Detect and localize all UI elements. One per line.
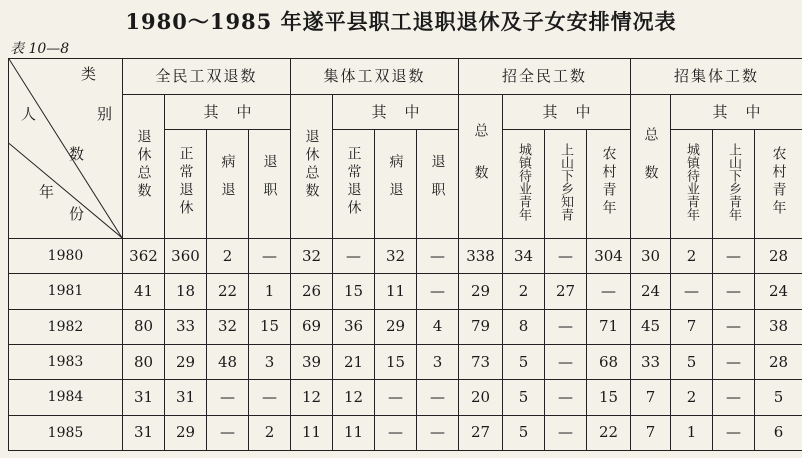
col-header-shangshan-4: 上山下乡青年: [713, 129, 755, 238]
qizhong-header-4: 其中: [671, 95, 802, 129]
data-cell: —: [713, 274, 755, 309]
data-cell: 31: [123, 415, 165, 450]
data-cell: 338: [459, 238, 503, 273]
col-header-bingtui-1: 病退: [207, 129, 249, 238]
data-cell: 32: [375, 238, 417, 273]
data-cell: 33: [165, 309, 207, 344]
data-cell: 5: [503, 415, 545, 450]
data-cell: 2: [249, 415, 291, 450]
data-cell: —: [545, 309, 587, 344]
data-cell: 36: [333, 309, 375, 344]
table-body: [9, 238, 802, 450]
data-cell: 3: [249, 344, 291, 379]
table-row: [9, 274, 802, 309]
col-header-zongshu-3: 总数: [459, 95, 503, 238]
data-cell: —: [333, 238, 375, 273]
data-cell: 12: [291, 380, 333, 415]
year-cell: 1982: [9, 309, 123, 344]
data-cell: 8: [503, 309, 545, 344]
data-cell: —: [375, 380, 417, 415]
col-header-tuizhi-1: 退职: [249, 129, 291, 238]
data-cell: 73: [459, 344, 503, 379]
data-cell: 1: [249, 274, 291, 309]
data-cell: 32: [207, 309, 249, 344]
data-cell: 29: [375, 309, 417, 344]
data-cell: 80: [123, 344, 165, 379]
col-header-zhengchang-tuixiu-2: 正常退休: [333, 129, 375, 238]
qizhong-header-1: 其中: [165, 95, 291, 129]
data-cell: 29: [165, 344, 207, 379]
table-row: [9, 415, 802, 450]
data-cell: 362: [123, 238, 165, 273]
data-cell: 6: [755, 415, 802, 450]
data-cell: 360: [165, 238, 207, 273]
table-number: 表 10—8: [10, 41, 70, 57]
year-cell: 1985: [9, 415, 123, 450]
corner-label-bie: 别: [97, 105, 113, 123]
qizhong-header-2: 其中: [333, 95, 459, 129]
col-header-tuixiu-zongshu-2: 退休总数: [291, 95, 333, 238]
data-cell: —: [417, 238, 459, 273]
col-header-chengzhen-4: 城镇待业青年: [671, 129, 713, 238]
corner-header: [9, 59, 123, 239]
data-cell: 11: [333, 415, 375, 450]
data-cell: 68: [587, 344, 631, 379]
data-cell: 80: [123, 309, 165, 344]
data-cell: 2: [207, 238, 249, 273]
group-header-jiti-tuixiu: 集体工双退数: [291, 59, 459, 95]
data-cell: —: [249, 238, 291, 273]
group-header-zhao-jiti: 招集体工数: [631, 59, 802, 95]
data-cell: 11: [375, 274, 417, 309]
data-cell: —: [671, 274, 713, 309]
data-cell: —: [713, 344, 755, 379]
data-cell: —: [587, 274, 631, 309]
data-cell: 2: [671, 238, 713, 273]
data-cell: 21: [333, 344, 375, 379]
data-cell: —: [545, 415, 587, 450]
data-cell: 5: [503, 380, 545, 415]
data-cell: 15: [587, 380, 631, 415]
data-cell: —: [713, 238, 755, 273]
col-header-nongcun-3: 农村青年: [587, 129, 631, 238]
col-header-tuixiu-zongshu-1: 退休总数: [123, 95, 165, 238]
data-cell: 5: [755, 380, 802, 415]
data-cell: 5: [671, 344, 713, 379]
col-header-zhengchang-tuixiu-1: 正常退休: [165, 129, 207, 238]
data-cell: 31: [165, 380, 207, 415]
col-header-chengzhen-3: 城镇待业青年: [503, 129, 545, 238]
data-cell: 30: [631, 238, 671, 273]
data-cell: 2: [671, 380, 713, 415]
data-cell: 31: [123, 380, 165, 415]
data-cell: —: [545, 380, 587, 415]
data-cell: —: [375, 415, 417, 450]
data-cell: 33: [631, 344, 671, 379]
data-cell: 27: [459, 415, 503, 450]
data-cell: —: [417, 380, 459, 415]
data-cell: 32: [291, 238, 333, 273]
col-header-nongcun-4: 农村青年: [755, 129, 802, 238]
data-cell: 4: [417, 309, 459, 344]
data-cell: 69: [291, 309, 333, 344]
data-cell: —: [545, 238, 587, 273]
data-cell: 1: [671, 415, 713, 450]
year-cell: 1984: [9, 380, 123, 415]
col-header-tuizhi-2: 退职: [417, 129, 459, 238]
data-cell: 79: [459, 309, 503, 344]
table-title: 1980～1985 年遂平县职工退职退休及子女安排情况表: [125, 9, 677, 34]
data-cell: —: [545, 344, 587, 379]
data-cell: 7: [631, 415, 671, 450]
data-cell: 41: [123, 274, 165, 309]
data-cell: 29: [459, 274, 503, 309]
col-header-zongshu-4: 总数: [631, 95, 671, 238]
data-cell: 15: [375, 344, 417, 379]
corner-label-shu: 数: [69, 145, 85, 163]
data-cell: —: [249, 380, 291, 415]
data-cell: 12: [333, 380, 375, 415]
data-cell: 304: [587, 238, 631, 273]
data-cell: 24: [755, 274, 802, 309]
data-cell: 15: [249, 309, 291, 344]
col-header-bingtui-2: 病退: [375, 129, 417, 238]
data-cell: 22: [587, 415, 631, 450]
data-cell: 28: [755, 238, 802, 273]
group-header-zhao-quanmin: 招全民工数: [459, 59, 631, 95]
corner-label-lei: 类: [81, 65, 97, 83]
data-cell: 48: [207, 344, 249, 379]
data-cell: 71: [587, 309, 631, 344]
data-cell: 27: [545, 274, 587, 309]
table-row: [9, 380, 802, 415]
year-cell: 1981: [9, 274, 123, 309]
col-header-shangshan-3: 上山下乡知青: [545, 129, 587, 238]
data-cell: 39: [291, 344, 333, 379]
group-header-quanmin-tuixiu: 全民工双退数: [123, 59, 291, 95]
data-cell: —: [417, 274, 459, 309]
table-row: [9, 309, 802, 344]
data-cell: 18: [165, 274, 207, 309]
data-cell: —: [713, 380, 755, 415]
year-cell: 1983: [9, 344, 123, 379]
data-cell: 38: [755, 309, 802, 344]
data-cell: 26: [291, 274, 333, 309]
data-cell: 7: [671, 309, 713, 344]
data-cell: 11: [291, 415, 333, 450]
data-cell: 45: [631, 309, 671, 344]
corner-label-nian: 年: [39, 183, 55, 201]
data-cell: 5: [503, 344, 545, 379]
data-cell: 3: [417, 344, 459, 379]
data-cell: 24: [631, 274, 671, 309]
statistics-table: [8, 58, 802, 451]
data-cell: —: [713, 415, 755, 450]
data-cell: —: [207, 415, 249, 450]
data-cell: 22: [207, 274, 249, 309]
qizhong-header-3: 其中: [503, 95, 631, 129]
data-cell: —: [207, 380, 249, 415]
year-cell: 1980: [9, 238, 123, 273]
corner-diagonal-lines: [9, 59, 122, 238]
data-cell: 20: [459, 380, 503, 415]
table-row: [9, 238, 802, 273]
data-cell: 34: [503, 238, 545, 273]
data-cell: 2: [503, 274, 545, 309]
data-cell: —: [713, 309, 755, 344]
data-cell: —: [417, 415, 459, 450]
data-cell: 15: [333, 274, 375, 309]
data-cell: 29: [165, 415, 207, 450]
table-row: [9, 344, 802, 379]
corner-label-fen: 份: [69, 205, 85, 223]
corner-label-ren: 人: [21, 105, 37, 123]
data-cell: 28: [755, 344, 802, 379]
data-cell: 7: [631, 380, 671, 415]
